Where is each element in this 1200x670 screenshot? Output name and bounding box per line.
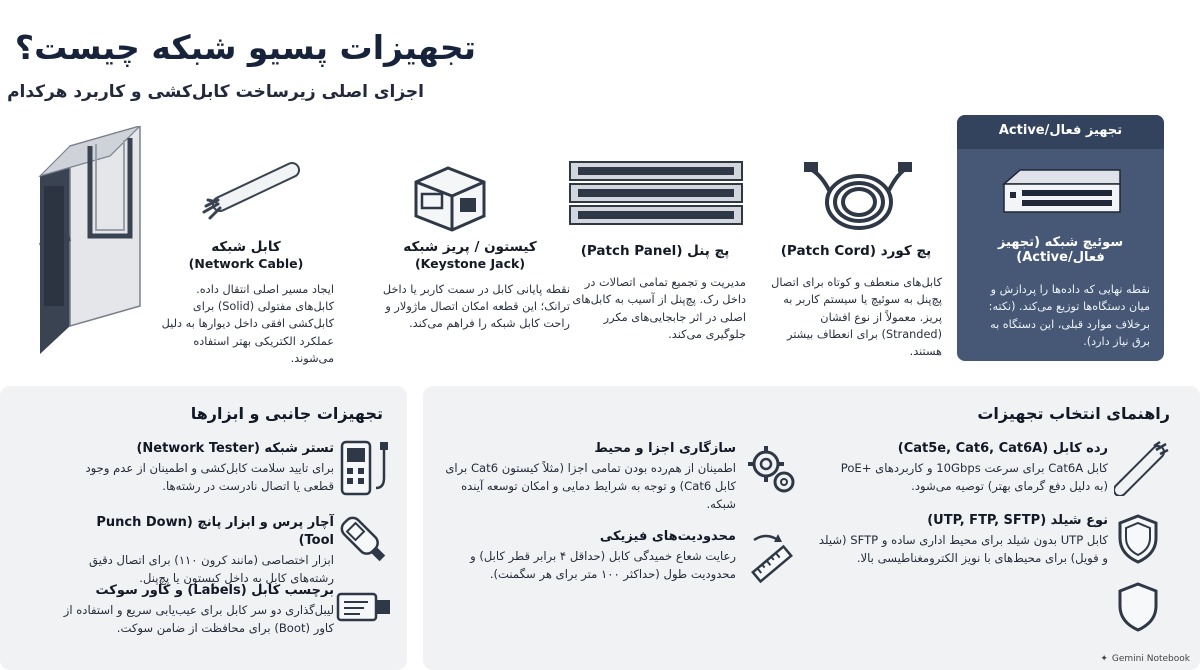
network-tester-icon <box>338 438 394 498</box>
network-cable-icon <box>200 160 300 230</box>
patch-cord-desc: کابل‌های منعطف و کوتاه برای اتصال پچ‌پنل به سوئیچ یا سیستم کاربر به پریز. معمولاً از نوع افشان (Stranded) برای انعطاف بیشتر هستند. <box>771 276 942 358</box>
compatibility-title: سازگاری اجزا و محیط <box>594 441 736 456</box>
patch-cord-icon <box>804 156 914 232</box>
network-tester-item <box>62 440 334 496</box>
physical-limits-title: محدودیت‌های فیزیکی <box>599 529 736 544</box>
patch-panel-icon <box>568 160 744 228</box>
active-device-desc: نقطه نهایی که داده‌ها را پردازش و میان دستگاه‌ها توزیع می‌کند. (نکته: برخلاف موارد قبلی، این دستگاه به برق نیاز دارد). <box>988 283 1150 349</box>
shield-type-item <box>818 512 1108 568</box>
keystone-card <box>370 238 570 333</box>
cable-category-desc: کابل Cat6A برای سرعت 10Gbps و کاربردهای +PoE (به دلیل دفع گرمای بهتر) توصیه می‌شود. <box>840 461 1108 494</box>
cable-labels-item <box>62 582 334 638</box>
cable-labels-title: برچسب کابل (Labels) و کاور سوکت <box>95 583 334 598</box>
selection-guide-title: راهنمای انتخاب تجهیزات <box>977 404 1170 423</box>
keystone-jack-icon <box>408 160 492 232</box>
network-cable-card <box>158 238 334 367</box>
network-cable-desc: ایجاد مسیر اصلی انتقال داده. کابل‌های مفتولی (Solid) برای کابل‌کشی افقی داخل دیوارها به دلیل عملکرد الکتریکی بهتر استفاده می‌شوند. <box>161 283 334 365</box>
patch-cord-title: پچ کورد (Patch Cord) <box>780 243 932 259</box>
patch-panel-desc: مدیریت و تجمیع تمامی اتصالات در داخل رک. پچ‌پنل از آسیب به کابل‌های اصلی در اثر جابجایی‌های مکرر جلوگیری می‌کند. <box>572 276 746 341</box>
shield-type-title: نوع شیلد (UTP, FTP, SFTP) <box>927 513 1108 528</box>
page-subtitle: اجزای اصلی زیرساخت کابل‌کشی و کاربرد هرکدام <box>7 82 424 102</box>
cable-category-icon <box>1114 440 1170 496</box>
punch-down-tool-title: آچار پرس و ابزار پانچ (Punch Down Tool) <box>96 515 334 549</box>
patch-panel-card <box>564 242 746 343</box>
gears-icon <box>744 442 800 498</box>
footer-brand-label: Gemini Notebook <box>1111 654 1190 664</box>
network-cable-subtitle: (Network Cable) <box>188 256 304 272</box>
shield-outline-icon <box>1116 582 1160 632</box>
physical-limits-item <box>456 528 736 584</box>
keystone-title: کیستون / پریز شبکه <box>403 239 537 255</box>
active-device-header: تجهیز فعال/Active <box>957 115 1164 149</box>
shield-type-desc: کابل UTP بدون شیلد برای محیط اداری ساده و SFTP (شیلد و فویل) برای محیط‌های با نویز الکترومغناطیسی بالا. <box>818 533 1108 566</box>
cable-labels-desc: لیبل‌گذاری دو سر کابل برای عیب‌یابی سریع و استفاده از کاور (Boot) برای محافظت از ضامن سوکت. <box>63 603 334 636</box>
footer-brand <box>1100 654 1190 664</box>
ruler-curve-icon <box>744 528 800 584</box>
active-device-title: سوئیچ شبکه (تجهیز فعال/Active) <box>997 235 1124 265</box>
network-switch-icon <box>1000 166 1124 218</box>
physical-limits-desc: رعایت شعاع خمیدگی کابل (حداقل ۴ برابر قطر کابل) و محدودیت طول (حداکثر ۱۰۰ متر برای هر سگمنت). <box>470 549 736 582</box>
accessories-panel-title: تجهیزات جانبی و ابزارها <box>190 404 383 423</box>
active-device-card <box>957 115 1164 361</box>
cable-label-icon <box>334 584 394 628</box>
cable-category-title: رده کابل (Cat5e, Cat6, Cat6A) <box>897 441 1108 456</box>
punch-down-tool-icon <box>336 512 392 568</box>
punch-down-tool-item <box>62 514 334 588</box>
wall-conduit-illustration <box>30 126 150 354</box>
sparkle-icon: ✦ <box>1100 654 1108 664</box>
page-title: تجهیزات پسیو شبکه چیست؟ <box>14 28 476 67</box>
network-tester-desc: برای تایید سلامت کابل‌کشی و اطمینان از عدم وجود قطعی یا اتصال نادرست در رشته‌ها. <box>85 461 334 494</box>
shield-icon <box>1116 514 1160 564</box>
compatibility-item <box>440 440 736 514</box>
patch-cord-card <box>770 242 942 360</box>
compatibility-desc: اطمینان از هم‌رده بودن تمامی اجزا (مثلاً کیستون Cat6 برای کابل Cat6) و توجه به شرایط دمایی و امکان توسعه آینده شبکه. <box>445 461 736 512</box>
patch-panel-title: پچ پنل (Patch Panel) <box>580 243 730 259</box>
cable-category-item <box>830 440 1108 496</box>
keystone-subtitle: (Keystone Jack) <box>414 256 526 272</box>
punch-down-tool-desc: ابزار اختصاصی (مانند کرون ۱۱۰) برای اتصال دقیق رشته‌های کابل به داخل کیستون یا پچ‌پنل. <box>88 553 334 586</box>
network-cable-title: کابل شبکه <box>211 239 281 255</box>
keystone-desc: نقطه پایانی کابل در سمت کاربر یا داخل ترانک؛ این قطعه امکان اتصال ماژولار و راحت کابل شبکه را فراهم می‌کند. <box>382 283 570 331</box>
network-tester-title: تستر شبکه (Network Tester) <box>136 441 334 456</box>
